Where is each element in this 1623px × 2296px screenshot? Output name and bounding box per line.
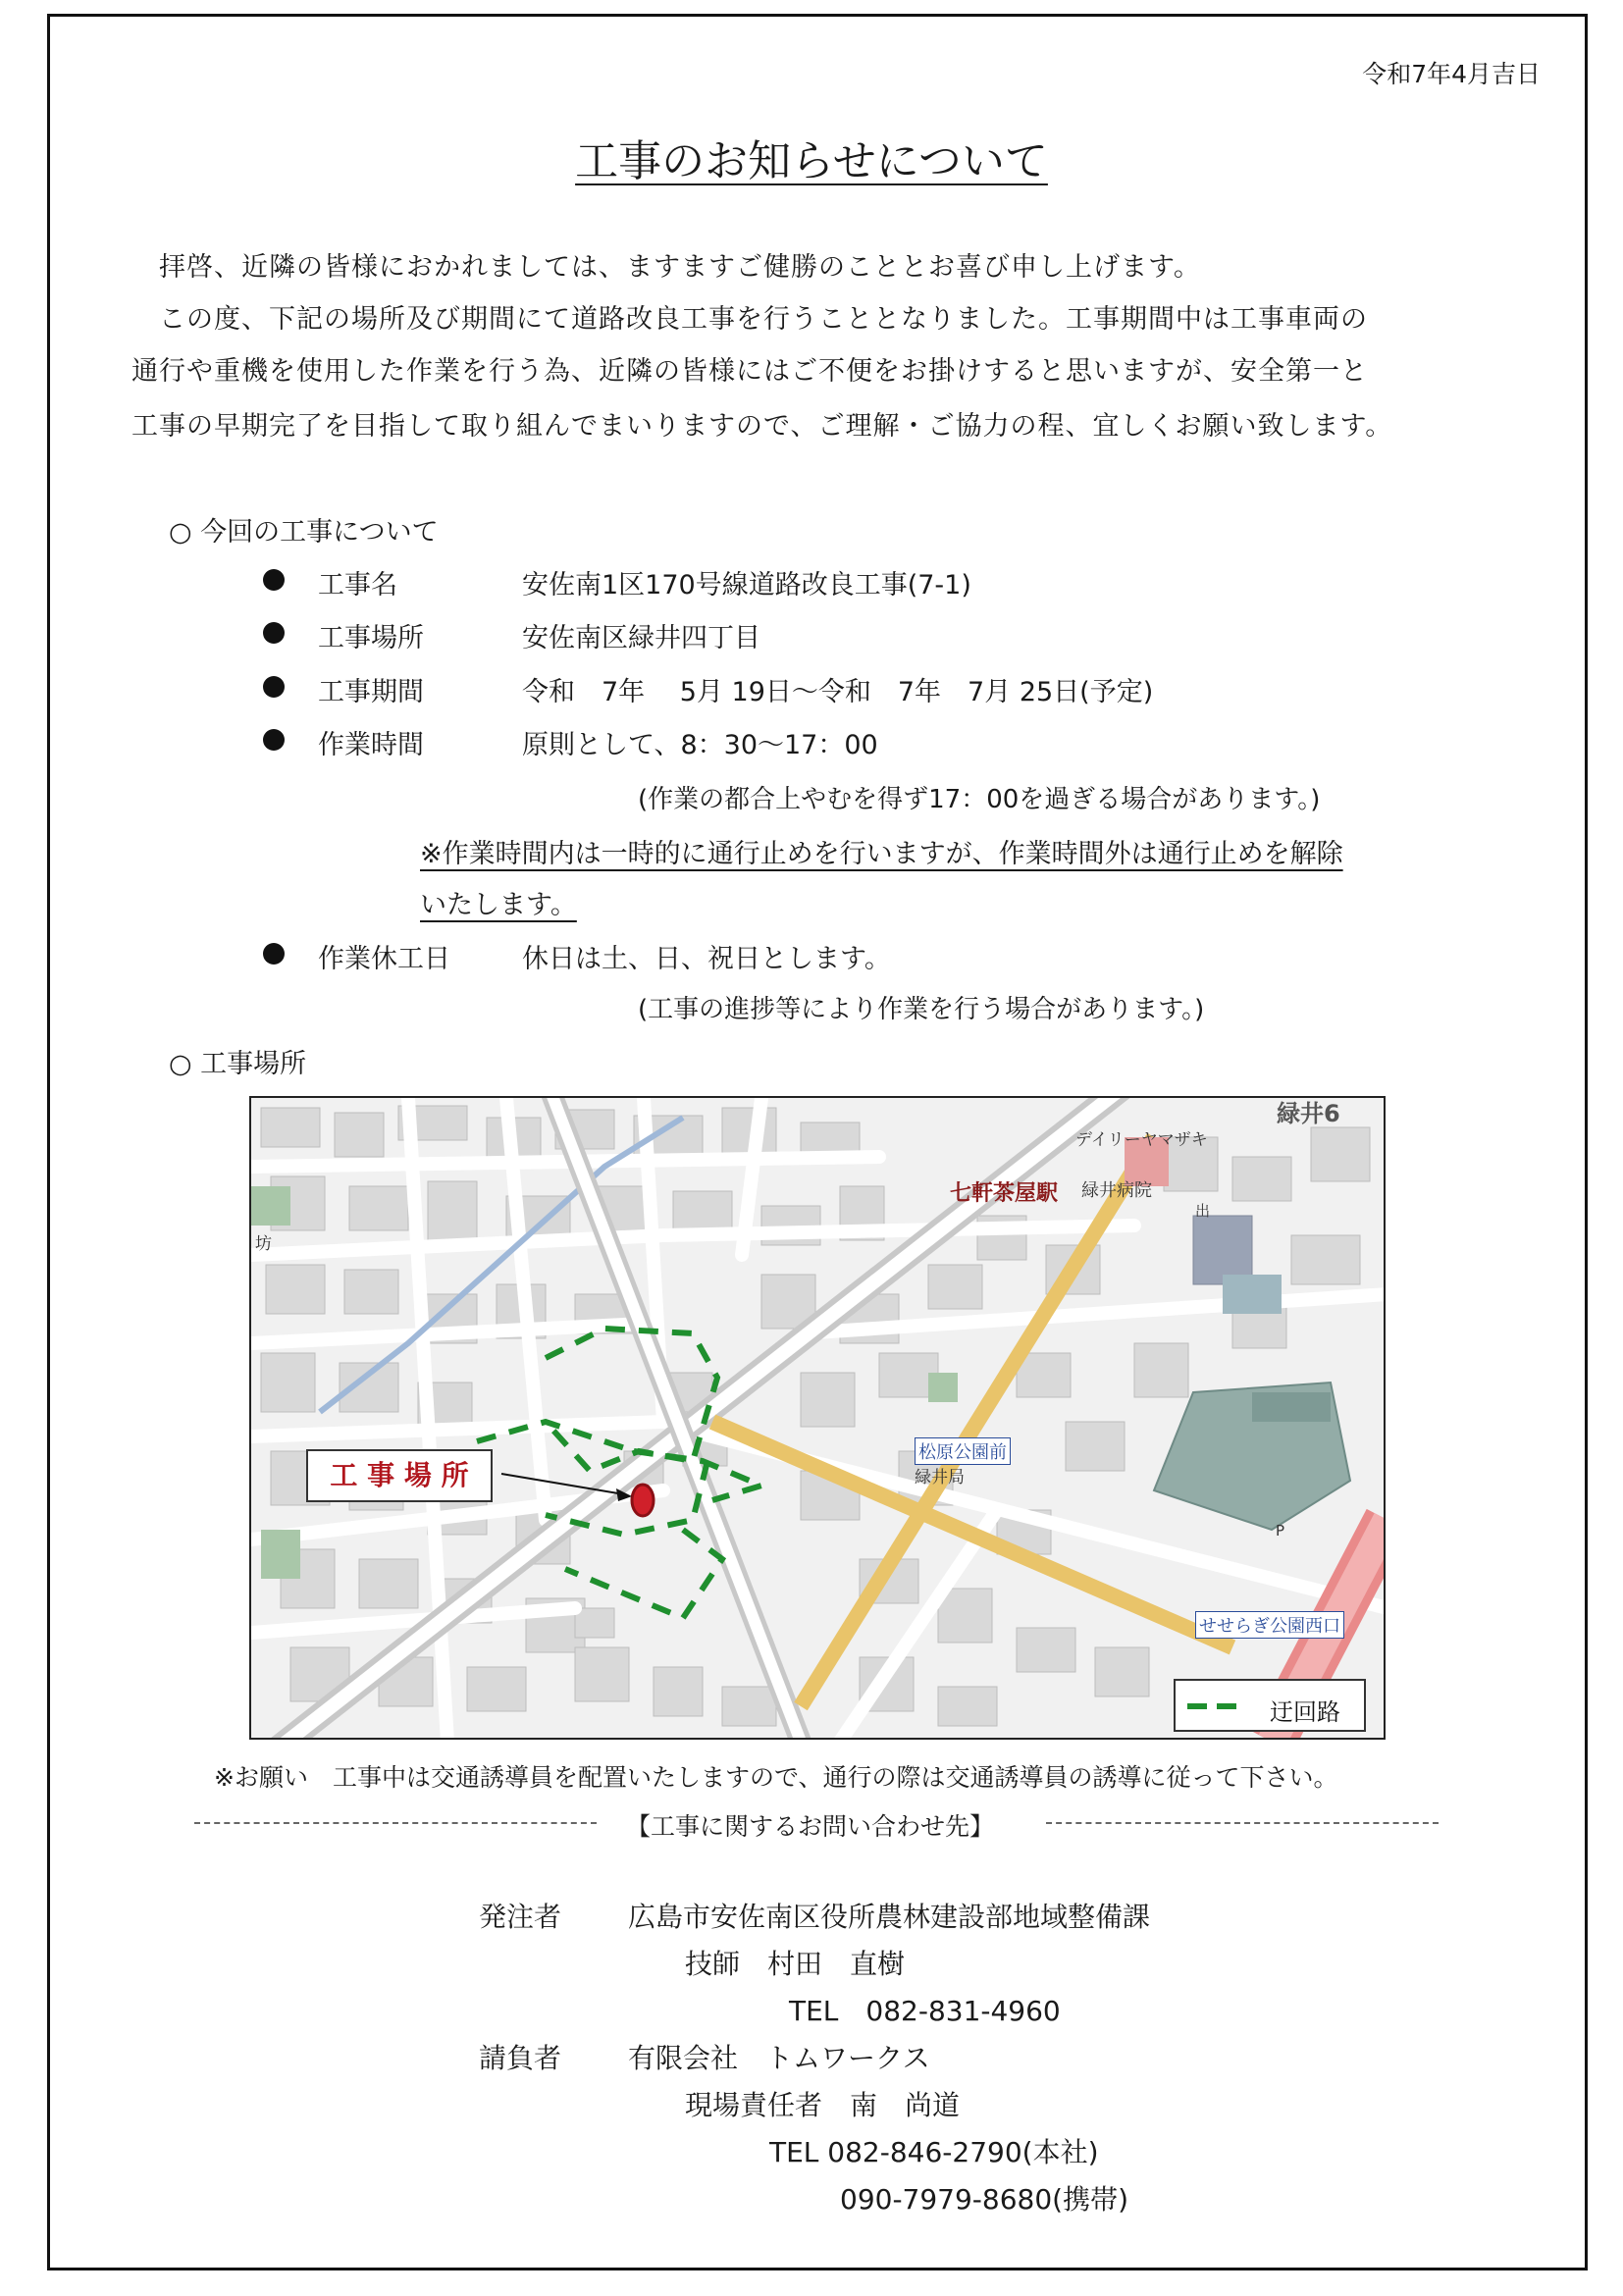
intro-line-3: 通行や重機を使用した作業を行う為、近隣の皆様にはご不便をお掛けすると思いますが、安全第一と [131, 356, 1368, 387]
divider-right [1046, 1822, 1439, 1826]
site-marker [632, 1485, 654, 1516]
bullet-icon [263, 943, 285, 965]
page-title: 工事のお知らせについて [575, 136, 1048, 186]
list-item [263, 670, 1244, 705]
section-heading-location: ○ 工事場所 [169, 1049, 307, 1079]
legend-dash [1217, 1703, 1236, 1709]
intro-line-2: この度、下記の場所及び期間にて道路改良工事を行うこととなりました。工事期間中は工事車両の [159, 304, 1368, 335]
item-label: 工事期間 [318, 677, 424, 707]
issue-date: 令和7年4月吉日 [1362, 60, 1541, 88]
orderer-org: 広島市安佐南区役所農林建設部地域整備課 [628, 1901, 1151, 1933]
intro-line-4: 工事の早期完了を目指して取り組んでまいりますので、ご理解・ご協力の程、宜しくお願い致します。 [131, 411, 1393, 442]
closure-note-line-2: いたします。 [420, 890, 577, 920]
item-label: 作業休工日 [318, 944, 450, 974]
divider-left [194, 1822, 597, 1826]
orderer-role: 発注者 [479, 1901, 562, 1933]
list-item [263, 723, 1244, 758]
item-value: 安佐南区緑井四丁目 [522, 623, 760, 653]
contact-header: 【工事に関するお問い合わせ先】 [626, 1812, 995, 1841]
contractor-person: 現場責任者 南 尚道 [685, 2089, 961, 2121]
post-office-label: 緑井局 [915, 1468, 965, 1487]
orderer-person: 技師 村田 直樹 [685, 1948, 906, 1980]
legend-label: 迂回路 [1270, 1698, 1340, 1726]
bus-stop-label: せせらぎ公園西口 [1195, 1611, 1344, 1639]
hospital-label: 緑井病院 [1081, 1180, 1152, 1201]
section-heading-work: ○ 今回の工事について [169, 517, 439, 548]
partial-label: 坊 [255, 1234, 272, 1254]
contractor-tel: TEL 082-846-2790(本社) [769, 2136, 1099, 2168]
item-label: 工事名 [318, 570, 397, 600]
holiday-note: (工事の進捗等により作業を行う場合があります。) [638, 995, 1205, 1024]
item-value: 原則として、8：30～17：00 [522, 730, 878, 760]
intro-line-1: 拝啓、近隣の皆様におかれましては、ますますご健勝のこととお喜び申し上げます。 [159, 252, 1201, 283]
map-legend [1174, 1679, 1366, 1732]
store-label: デイリーヤマザキ [1075, 1130, 1208, 1150]
parking-label: P [1276, 1522, 1285, 1539]
item-label: 工事場所 [318, 623, 424, 653]
item-value: 令和 7年 5月 19日～令和 7年 7月 25日(予定) [522, 677, 1154, 707]
location-map [249, 1096, 1386, 1740]
contractor-role: 請負者 [479, 2042, 562, 2074]
bullet-icon [263, 569, 285, 591]
exit-label: 出 [1195, 1202, 1211, 1220]
item-value: 安佐南1区170号線道路改良工事(7-1) [522, 570, 971, 600]
work-time-note: (作業の都合上やむを得ず17：00を過ぎる場合があります。) [638, 785, 1321, 814]
list-item [263, 616, 1244, 652]
item-label: 作業時間 [318, 730, 424, 760]
list-item [263, 937, 1244, 972]
station-label: 七軒茶屋駅 [950, 1181, 1059, 1206]
map-canvas [251, 1098, 1386, 1740]
bullet-icon [263, 622, 285, 644]
bullet-icon [263, 729, 285, 751]
orderer-tel: TEL 082-831-4960 [789, 1995, 1061, 2027]
legend-dash [1187, 1703, 1207, 1709]
request-note: ※お願い 工事中は交通誘導員を配置いたしますので、通行の際は交通誘導員の誘導に従って下さい。 [214, 1763, 1338, 1792]
item-value: 休日は土、日、祝日とします。 [522, 944, 891, 974]
contractor-mobile: 090-7979-8680(携帯) [840, 2183, 1129, 2216]
site-callout: 工 事 場 所 [306, 1449, 493, 1502]
bus-stop-label: 松原公園前 [915, 1437, 1011, 1465]
contractor-org: 有限会社 トムワークス [628, 2042, 930, 2074]
list-item [263, 563, 1244, 599]
bullet-icon [263, 676, 285, 698]
closure-note-line-1: ※作業時間内は一時的に通行止めを行いますが、作業時間外は通行止めを解除 [420, 839, 1343, 869]
district-label: 緑井6 [1277, 1100, 1340, 1127]
